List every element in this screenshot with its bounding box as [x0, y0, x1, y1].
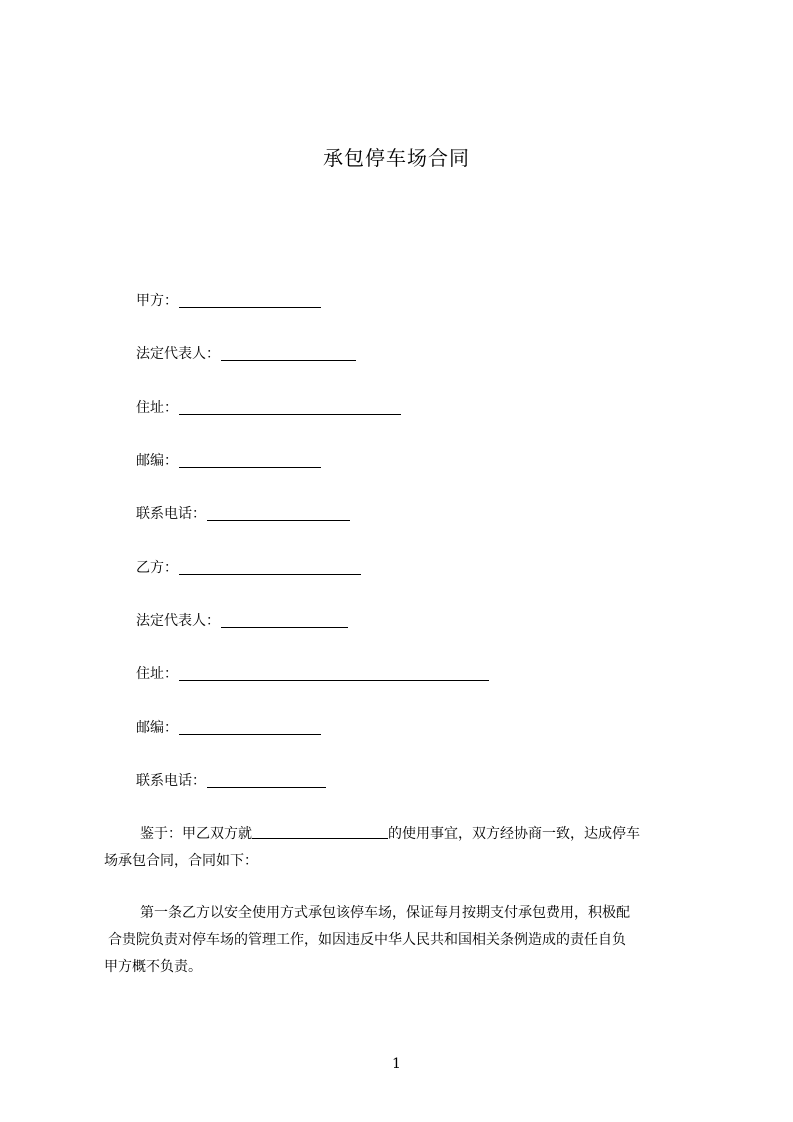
field-label: 住址：: [136, 400, 178, 416]
field-label: 联系电话：: [136, 506, 206, 522]
party-b-address-field: [136, 665, 489, 683]
paragraph-line: 甲方概不负责。: [104, 959, 202, 975]
paragraph-line: 合贵院负责对停车场的管理工作，如因违反中华人民共和国相关条例造成的责任自负: [108, 932, 626, 948]
fill-in-blank[interactable]: [179, 720, 321, 735]
paragraph-line: 场承包合同，合同如下：: [104, 853, 258, 869]
party-b-legal-rep-field: [136, 612, 348, 630]
article-1-paragraph: [104, 900, 700, 981]
fill-in-blank[interactable]: [207, 773, 326, 788]
field-label: 法定代表人：: [136, 613, 220, 629]
party-a-legal-rep-field: [136, 345, 356, 363]
field-label: 联系电话：: [136, 773, 206, 789]
fill-in-blank[interactable]: [179, 560, 361, 575]
party-b-phone-field: [136, 772, 326, 790]
fill-in-blank[interactable]: [207, 506, 350, 521]
fill-in-blank[interactable]: [252, 824, 388, 839]
party-a-postcode-field: [136, 452, 321, 470]
field-label: 甲方：: [136, 293, 178, 309]
whereas-paragraph: [104, 821, 700, 875]
field-label: 邮编：: [136, 453, 178, 469]
fill-in-blank[interactable]: [179, 666, 489, 681]
party-b-field: [136, 559, 361, 577]
whereas-suffix: 的使用事宜，双方经协商一致，达成停车: [388, 826, 640, 842]
field-label: 住址：: [136, 666, 178, 682]
paragraph-line: [104, 821, 700, 848]
fill-in-blank[interactable]: [179, 293, 321, 308]
party-a-address-field: [136, 399, 401, 417]
party-a-field: [136, 292, 321, 310]
fill-in-blank[interactable]: [179, 453, 321, 468]
party-a-phone-field: [136, 505, 350, 523]
paragraph-line: 第一条乙方以安全使用方式承包该停车场，保证每月按期支付承包费用，积极配: [140, 905, 630, 921]
document-title: 承包停车场合同: [323, 146, 470, 170]
field-label: 邮编：: [136, 720, 178, 736]
whereas-prefix: 鉴于：甲乙双方就: [140, 826, 252, 842]
fill-in-blank[interactable]: [221, 613, 348, 628]
field-label: 乙方：: [136, 560, 178, 576]
fill-in-blank[interactable]: [221, 346, 356, 361]
party-b-postcode-field: [136, 719, 321, 737]
fill-in-blank[interactable]: [179, 400, 401, 415]
page-number: 1: [392, 1056, 401, 1072]
field-label: 法定代表人：: [136, 346, 220, 362]
